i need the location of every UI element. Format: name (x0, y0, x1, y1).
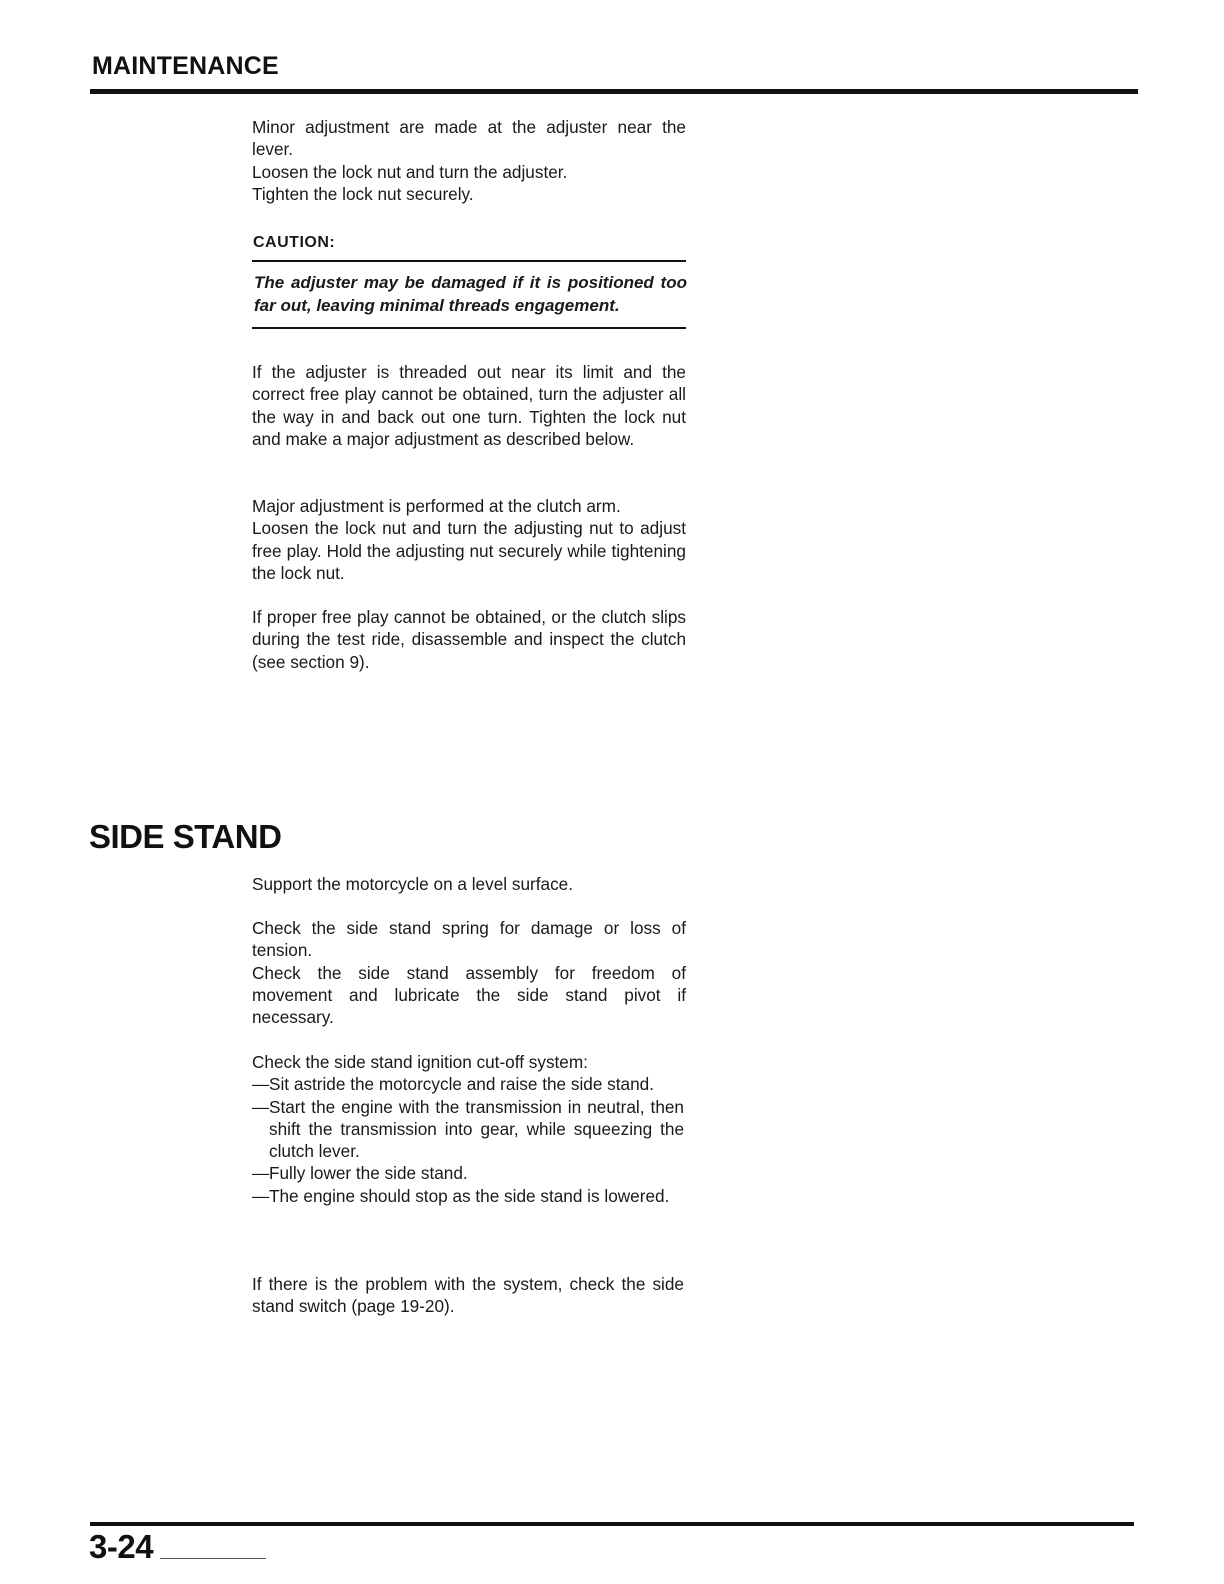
paragraph-adjuster-limit-block (252, 361, 686, 450)
page-header-title: MAINTENANCE (92, 52, 279, 80)
list-item-text: Sit astride the motorcycle and raise the side stand. (269, 1074, 655, 1095)
side-stand-support: Support the motorcycle on a level surface. (252, 874, 573, 894)
paragraph-major-adjustment: Major adjustment is performed at the clutch arm. (252, 496, 621, 516)
footer-rule (90, 1522, 1134, 1526)
side-stand-check-assembly: Check the side stand assembly for freedom of movement and lubricate the side stand pivot if necessary. (252, 962, 686, 1028)
intro-paragraph-tighten: Tighten the lock nut securely. (252, 183, 474, 204)
paragraph-major-loosen: Loosen the lock nut and turn the adjusting nut to adjust free play. Hold the adjusting nut securely while tightening the lock nut. (252, 518, 686, 583)
intro-block (252, 116, 686, 205)
list-item (252, 1185, 684, 1207)
caution-label: CAUTION: (253, 234, 336, 251)
dash-marker: — (252, 1074, 270, 1095)
side-stand-system-block (252, 1051, 684, 1207)
list-item (252, 1162, 684, 1184)
dash-marker: — (252, 1163, 270, 1184)
list-item (252, 1073, 684, 1095)
section-title-side-stand: SIDE STAND (89, 818, 282, 855)
paragraph-clutch-slip-block (252, 606, 686, 673)
caution-rule-bottom (252, 327, 686, 329)
dash-marker: — (252, 1096, 270, 1117)
side-stand-support-block (252, 873, 686, 895)
side-stand-system-intro: Check the side stand ignition cut-off system: (252, 1052, 588, 1072)
list-item-text: Fully lower the side stand. (269, 1163, 468, 1184)
paragraph-adjuster-limit: If the adjuster is threaded out near its limit and the correct free play cannot be obtained, turn the adjuster all the way in and back out one turn. Tighten the lock nut and make a major adjustment as described below. (252, 362, 686, 449)
list-item-text: Start the engine with the transmission in neutral, then shift the transmission into gear, while squeezing the clutch lever. (269, 1096, 684, 1162)
dash-marker: — (252, 1185, 270, 1206)
caution-text: The adjuster may be damaged if it is positioned too far out, leaving minimal threads engagement. (254, 273, 687, 315)
side-stand-steps-list (252, 1073, 684, 1207)
list-item (252, 1096, 684, 1163)
side-stand-problem-block (252, 1273, 684, 1318)
side-stand-check-spring: Check the side stand spring for damage or loss of tension. (252, 918, 686, 961)
paragraph-clutch-slip: If proper free play cannot be obtained, or the clutch slips during the test ride, disassemble and inspect the clutch (see section 9). (252, 607, 686, 672)
intro-paragraph-minor: Minor adjustment are made at the adjuster near the lever. (252, 117, 686, 160)
side-stand-check-block (252, 917, 686, 1028)
page-number-underline (160, 1558, 266, 1559)
intro-paragraph-loosen: Loosen the lock nut and turn the adjuster. (252, 161, 568, 182)
side-stand-problem: If there is the problem with the system, check the side stand switch (page 19-20). (252, 1274, 684, 1317)
list-item-text: The engine should stop as the side stand is lowered. (269, 1185, 670, 1206)
caution-rule-top (252, 260, 686, 262)
paragraph-major-adjustment-block (252, 495, 686, 584)
header-rule (90, 89, 1138, 94)
page-number: 3-24 (89, 1528, 154, 1565)
